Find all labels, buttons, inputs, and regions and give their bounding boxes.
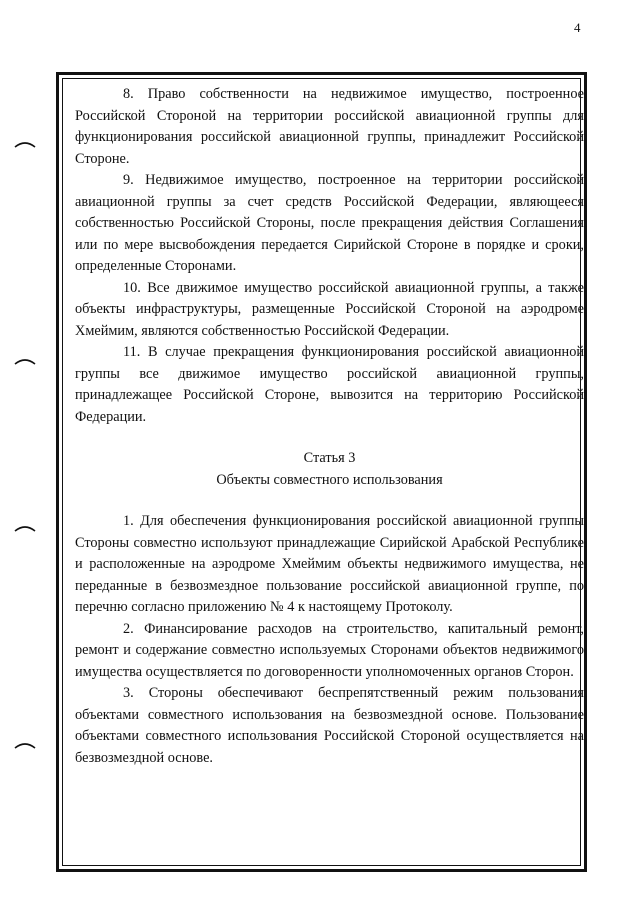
article-title: Объекты совместного использования: [216, 471, 443, 488]
paragraph-text: Финансирование расходов на строительство, капитальный ремонт, ремонт и содержание совместно используемых Сторонами объектов недвижимого имущества осуществляется по договоренности уполномоченных органов Сторон.: [75, 620, 584, 680]
article-3-paragraph-1: [75, 511, 584, 619]
paragraph-text: Право собственности на недвижимое имущество, построенное Российской Стороной на территории российской авиационной группы для функционирования российской авиационной группы, принадлежит Российской Стороне.: [75, 86, 584, 167]
paragraph-number: 2.: [123, 620, 134, 637]
document-body: [75, 84, 584, 769]
binding-hole-mark: [14, 741, 36, 749]
paragraph-8: [75, 84, 584, 170]
paragraph-number: 1.: [123, 513, 134, 529]
paragraph-number: 9.: [123, 172, 134, 188]
article-number: Статья 3: [303, 450, 356, 466]
binding-hole-mark: [14, 524, 36, 532]
paragraph-11: [75, 342, 584, 428]
article-3-paragraph-2: [75, 619, 584, 684]
page-number: 4: [574, 20, 581, 35]
paragraph-text: Все движимое имущество российской авиационной группы, а также объекты инфраструктуры, размещенные Российской Стороной на аэродроме Хмеймим, являются собственностью Российской Федерации.: [75, 279, 585, 339]
paragraph-number: 10.: [123, 279, 141, 296]
paragraph-text: В случае прекращения функционирования российской авиационной группы все движимое имущество российской авиационной группы, принадлежащее Российской Стороне, вывозится на территорию Российской Федерации.: [75, 344, 584, 425]
paragraph-number: 3.: [123, 685, 134, 701]
binding-hole-mark: [14, 357, 36, 365]
paragraph-10: [75, 278, 584, 343]
paragraph-text: Для обеспечения функционирования российской авиационной группы Стороны совместно используют принадлежащие Сирийской Арабской Республике и расположенные на аэродроме Хмеймим объекты недвижимого имущества, не переданные в безвозмездное пользование российской авиационной группе, по перечню согласно приложению № 4 к настоящему Протоколу.: [75, 513, 584, 615]
paragraph-9: [75, 170, 584, 278]
paragraph-number: 8.: [123, 86, 134, 102]
paragraph-text: Стороны обеспечивают беспрепятственный режим пользования объектами совместного использования на безвозмездной основе. Пользование объектами совместного использования Российской Стороной осуществляется на безвозмездной основе.: [75, 685, 584, 766]
paragraph-text: Недвижимое имущество, построенное на территории российской авиационной группы за счет средств Российской Федерации, являющееся собственностью Российской Стороны, после прекращения действия Соглашения или по мере высвобождения передается Сирийской Стороне в порядке и сроки, определенные Сторонами.: [75, 172, 584, 274]
binding-hole-mark: [14, 140, 36, 148]
paragraph-number: 11.: [123, 344, 141, 360]
article-3-paragraph-3: [75, 683, 584, 769]
